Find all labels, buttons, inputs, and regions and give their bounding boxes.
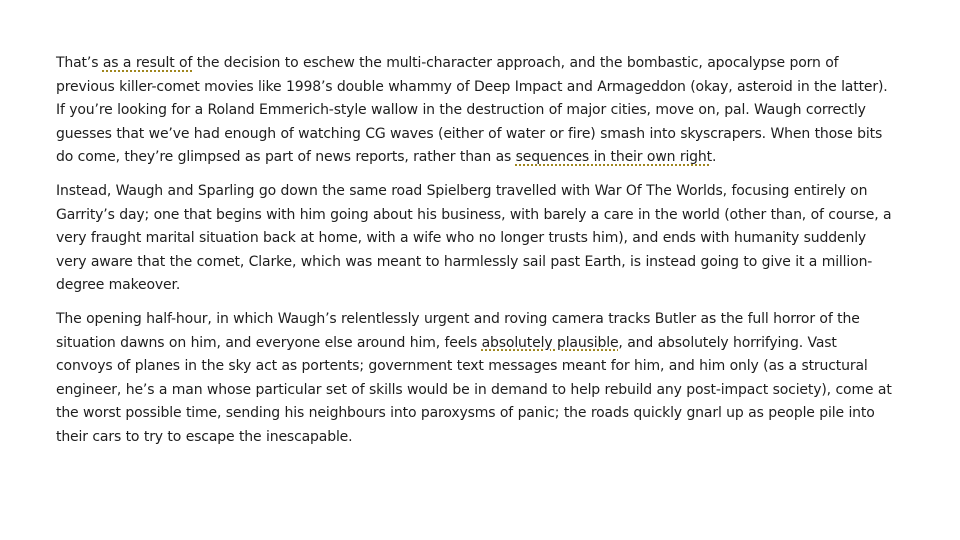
- grammar-flagged-phrase[interactable]: as a result of: [102, 55, 193, 71]
- text-segment: the decision to eschew the multi-character approach, and the bombastic, apocalypse porn of previous killer-comet movies like 1998’s double whammy of Deep Impact and Armageddon (okay, asteroid in the latter). If you’re looking for a Roland Emmerich-style wallow in the destruction of major cities, move on, pal. Waugh correctly guesses that we’ve had enough of watching CG waves (either of water or fire) smash into skyscrapers. When those bits do come, they’re glimpsed as part of news reports, rather than as: [56, 55, 888, 166]
- text-segment: The opening half-hour, in which Waugh’s relentlessly urgent and roving camera tracks Butler as the full horror of the situation dawns on him, and everyone else around him, feels: [56, 310, 860, 351]
- text-segment: That’s: [56, 55, 103, 71]
- text-segment: Instead, Waugh and Sparling go down the same road Spielberg travelled with War Of The Worlds, focusing entirely on Garrity’s day; one that begins with him going about his business, with barely a care in the world (other than, of course, a very fraught marital situation back at home, with a wife who no longer trusts him), and ends with humanity suddenly very aware that the comet, Clarke, which was meant to harmlessly sail past Earth, is instead going to give it a million-degree makeover.: [56, 182, 892, 294]
- document-body: [56, 52, 896, 460]
- grammar-flagged-phrase[interactable]: absolutely plausible: [481, 334, 619, 351]
- grammar-flagged-phrase[interactable]: sequences in their own right: [515, 149, 712, 166]
- paragraph-2: [56, 180, 896, 298]
- paragraph-1: [56, 52, 896, 170]
- text-segment: .: [711, 149, 717, 166]
- text-segment: , and absolutely horrifying. Vast convoys of planes in the sky act as portents; government text messages meant for him, and him only (as a structural engineer, he’s a man whose particular set of skills would be in demand to help rebuild any post-impact society), come at the worst possible time, sending his neighbours into paroxysms of panic; the roads quickly gnarl up as people pile into their cars to try to escape the inescapable.: [56, 334, 892, 445]
- paragraph-3: [56, 308, 896, 450]
